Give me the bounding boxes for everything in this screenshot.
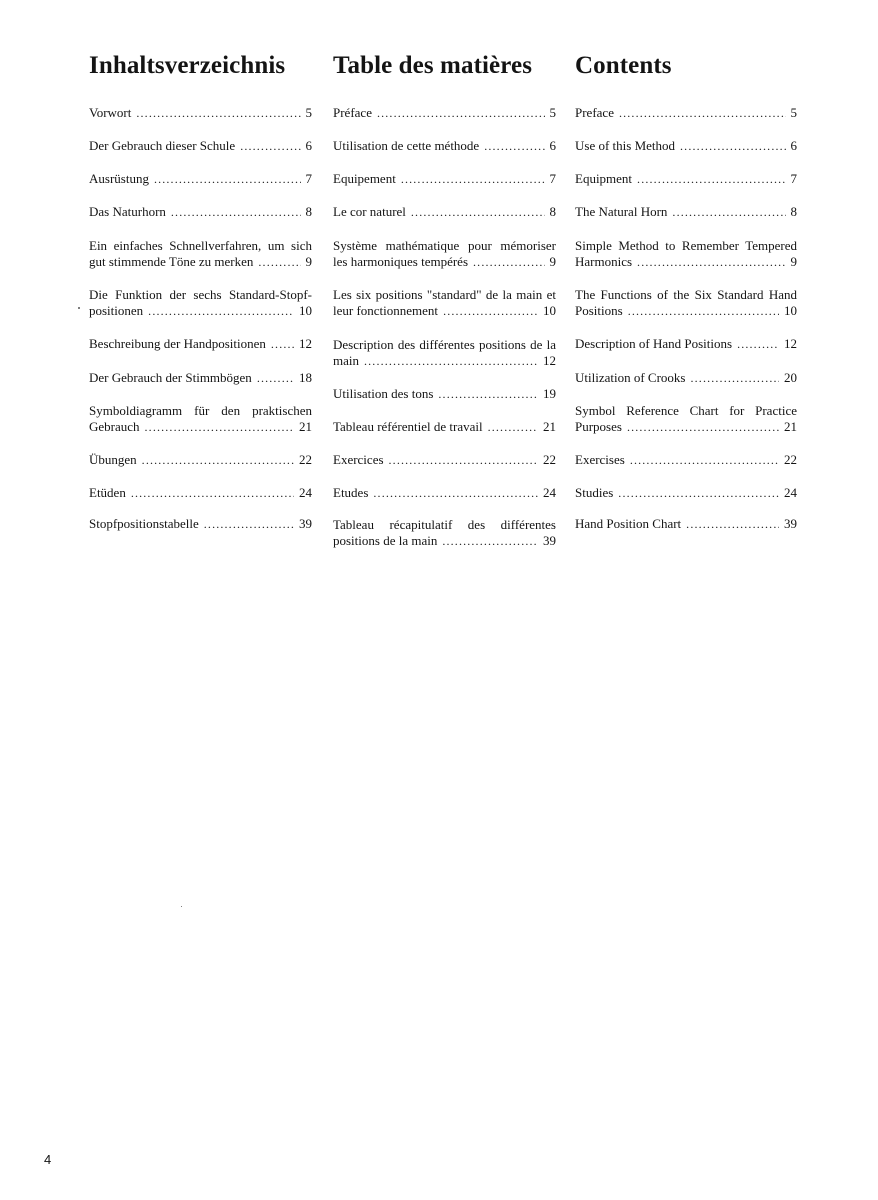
toc-entry-german	[89, 516, 312, 533]
toc-entry-title-line: Symbol Reference Chart for Practice	[575, 402, 797, 418]
toc-entry-english	[575, 403, 797, 436]
toc-entry-page-number: 24	[543, 485, 556, 500]
toc-entry-title: Positions	[575, 303, 623, 318]
toc-entry-title: Hand Position Chart	[575, 516, 682, 531]
toc-entry-leader-line	[333, 171, 556, 188]
toc-entry-german	[89, 105, 312, 122]
toc-entry-german	[89, 485, 312, 502]
toc-entry-title: Das Naturhorn	[89, 204, 166, 219]
toc-entry-english	[575, 336, 797, 353]
toc-entry-title: Le cor naturel	[333, 204, 406, 219]
toc-entry-page-number: 6	[305, 138, 312, 153]
toc-entry-french	[333, 204, 556, 221]
toc-entry-german	[89, 204, 312, 221]
toc-entry-page-number: 12	[543, 353, 556, 368]
toc-entry-title: Der Gebrauch der Stimmbögen	[89, 370, 252, 385]
toc-entry-english	[575, 171, 797, 188]
toc-entry-french	[333, 238, 556, 271]
dot-leader	[257, 370, 294, 387]
toc-entry-page-number: 22	[299, 452, 312, 467]
toc-entry-title: Harmonics	[575, 254, 633, 269]
toc-entry-french	[333, 485, 556, 502]
toc-entry-leader-line	[89, 254, 312, 271]
toc-entry-german	[89, 287, 312, 320]
toc-entry-french	[333, 386, 556, 403]
toc-entry-french	[333, 287, 556, 320]
toc-entry-leader-line	[89, 516, 312, 533]
toc-entry-french	[333, 105, 556, 122]
toc-entry-leader-line	[575, 336, 797, 353]
toc-entry-page-number: 20	[784, 370, 797, 385]
toc-entry-title: Preface	[575, 105, 614, 120]
toc-entry-title: Übungen	[89, 452, 137, 467]
toc-entry-title: Stopfpositionstabelle	[89, 516, 199, 531]
toc-entry-page-number: 8	[305, 204, 312, 219]
toc-entry-title: Exercices	[333, 452, 384, 467]
toc-entry-english	[575, 370, 797, 387]
dot-leader	[442, 533, 538, 550]
toc-entry-page-number: 24	[299, 485, 312, 500]
toc-heading-french: Table des matières	[333, 52, 533, 79]
toc-entry-french	[333, 419, 556, 436]
toc-entry-french	[333, 171, 556, 188]
dot-leader	[672, 204, 785, 221]
dot-leader	[637, 254, 785, 271]
toc-entry-title: Vorwort	[89, 105, 132, 120]
toc-entry-page-number: 39	[299, 516, 312, 531]
toc-entry-title: Utilization of Crooks	[575, 370, 686, 385]
dot-leader	[473, 254, 544, 271]
toc-entry-title: Préface	[333, 105, 372, 120]
toc-entry-german	[89, 370, 312, 387]
toc-entry-page-number: 21	[784, 419, 797, 434]
toc-entry-leader-line	[333, 419, 556, 436]
toc-entry-leader-line	[333, 452, 556, 469]
toc-entry-german	[89, 171, 312, 188]
toc-entry-title: The Natural Horn	[575, 204, 668, 219]
toc-entry-english	[575, 138, 797, 155]
toc-entry-page-number: 8	[790, 204, 797, 219]
toc-entry-leader-line	[575, 171, 797, 188]
toc-entry-english	[575, 204, 797, 221]
toc-entry-french	[333, 517, 556, 550]
toc-entry-leader-line	[575, 485, 797, 502]
toc-entry-title: les harmoniques tempérés	[333, 254, 469, 269]
toc-entry-title: Tableau référentiel de travail	[333, 419, 483, 434]
toc-entry-title: Utilisation de cette méthode	[333, 138, 480, 153]
toc-entry-page-number: 18	[299, 370, 312, 385]
toc-entry-english	[575, 287, 797, 320]
toc-entry-leader-line	[575, 138, 797, 155]
toc-entry-page-number: 6	[790, 138, 797, 153]
toc-entry-english	[575, 105, 797, 122]
toc-entry-page-number: 21	[543, 419, 556, 434]
toc-entry-title: Use of this Method	[575, 138, 676, 153]
toc-entry-title-line: Symboldiagramm für den praktischen	[89, 402, 312, 418]
toc-entry-page-number: 7	[549, 171, 556, 186]
dot-leader	[637, 171, 785, 188]
toc-entry-page-number: 39	[543, 533, 556, 548]
toc-heading-german: Inhaltsverzeichnis	[89, 52, 286, 79]
toc-entry-page-number: 10	[543, 303, 556, 318]
toc-entry-page-number: 5	[549, 105, 556, 120]
toc-entry-title-line: Die Funktion der sechs Standard-Stopf-	[89, 286, 312, 302]
toc-entry-title: Utilisation des tons	[333, 386, 434, 401]
print-speck	[181, 906, 182, 907]
dot-leader	[401, 171, 545, 188]
toc-entry-title-line: Simple Method to Remember Tempered	[575, 237, 797, 253]
toc-entry-leader-line	[575, 419, 797, 436]
toc-entry-english	[575, 485, 797, 502]
toc-entry-title: Beschreibung der Handpositionen	[89, 336, 266, 351]
toc-entry-page-number: 6	[549, 138, 556, 153]
toc-entry-title: main	[333, 353, 359, 368]
toc-entry-leader-line	[333, 138, 556, 155]
dot-leader	[204, 516, 294, 533]
toc-entry-title: leur fonctionnement	[333, 303, 439, 318]
toc-entry-leader-line	[89, 303, 312, 320]
toc-entry-page-number: 12	[299, 336, 312, 351]
toc-entry-leader-line	[89, 336, 312, 353]
dot-leader	[630, 452, 779, 469]
toc-entry-leader-line	[333, 353, 556, 370]
dot-leader	[680, 138, 785, 155]
toc-entry-page-number: 5	[305, 105, 312, 120]
toc-entry-english	[575, 238, 797, 271]
toc-entry-leader-line	[333, 303, 556, 320]
dot-leader	[411, 204, 545, 221]
toc-entry-leader-line	[89, 419, 312, 436]
toc-entry-page-number: 24	[784, 485, 797, 500]
toc-entry-title: Ausrüstung	[89, 171, 149, 186]
toc-entry-title: positionen	[89, 303, 144, 318]
toc-entry-leader-line	[89, 370, 312, 387]
dot-leader	[154, 171, 301, 188]
toc-entry-page-number: 9	[305, 254, 312, 269]
toc-entry-leader-line	[333, 204, 556, 221]
toc-entry-leader-line	[575, 516, 797, 533]
toc-entry-title: Der Gebrauch dieser Schule	[89, 138, 236, 153]
toc-entry-title: Equipment	[575, 171, 633, 186]
dot-leader	[737, 336, 779, 353]
toc-entry-page-number: 39	[784, 516, 797, 531]
toc-entry-page-number: 12	[784, 336, 797, 351]
toc-entry-title-line: Ein einfaches Schnellverfahren, um sich	[89, 237, 312, 253]
toc-entry-title: Etüden	[89, 485, 126, 500]
toc-entry-leader-line	[575, 303, 797, 320]
toc-entry-page-number: 21	[299, 419, 312, 434]
toc-entry-page-number: 9	[549, 254, 556, 269]
dot-leader	[145, 419, 294, 436]
dot-leader	[364, 353, 538, 370]
toc-entry-page-number: 19	[543, 386, 556, 401]
toc-entry-title: Gebrauch	[89, 419, 140, 434]
toc-entry-title: gut stimmende Töne zu merken	[89, 254, 254, 269]
toc-entry-leader-line	[333, 254, 556, 271]
dot-leader	[136, 105, 300, 122]
toc-entry-leader-line	[89, 452, 312, 469]
dot-leader	[258, 254, 300, 271]
toc-entry-leader-line	[89, 105, 312, 122]
page-number: 4	[44, 1152, 52, 1167]
toc-entry-page-number: 22	[784, 452, 797, 467]
toc-entry-leader-line	[575, 452, 797, 469]
toc-entry-page-number: 5	[790, 105, 797, 120]
toc-entry-title: Purposes	[575, 419, 622, 434]
toc-entry-english	[575, 452, 797, 469]
dot-leader	[171, 204, 301, 221]
dot-leader	[389, 452, 538, 469]
dot-leader	[438, 386, 538, 403]
toc-entry-german	[89, 403, 312, 436]
toc-heading-english: Contents	[575, 52, 672, 79]
toc-entry-leader-line	[333, 533, 556, 550]
dot-leader	[240, 138, 300, 155]
dot-leader	[484, 138, 544, 155]
dot-leader	[628, 303, 779, 320]
toc-entry-leader-line	[575, 204, 797, 221]
dot-leader	[627, 419, 779, 436]
toc-entry-title-line: Les six positions "standard" de la main et	[333, 286, 556, 302]
toc-entry-title: Etudes	[333, 485, 369, 500]
print-speck	[78, 307, 80, 309]
toc-entry-title: positions de la main	[333, 533, 438, 548]
toc-entry-french	[333, 337, 556, 370]
dot-leader	[131, 485, 294, 502]
toc-entry-title: Description of Hand Positions	[575, 336, 733, 351]
toc-entry-german	[89, 238, 312, 271]
toc-entry-leader-line	[89, 485, 312, 502]
dot-leader	[148, 303, 294, 320]
dot-leader	[691, 370, 780, 387]
dot-leader	[377, 105, 545, 122]
toc-entry-leader-line	[89, 204, 312, 221]
toc-entry-page-number: 7	[305, 171, 312, 186]
toc-entry-page-number: 7	[790, 171, 797, 186]
toc-entry-leader-line	[575, 254, 797, 271]
toc-entry-leader-line	[333, 105, 556, 122]
toc-entry-page-number: 10	[299, 303, 312, 318]
toc-entry-french	[333, 138, 556, 155]
toc-entry-leader-line	[89, 138, 312, 155]
toc-entry-leader-line	[333, 386, 556, 403]
toc-entry-leader-line	[89, 171, 312, 188]
toc-entry-page-number: 8	[549, 204, 556, 219]
dot-leader	[619, 105, 786, 122]
dot-leader	[142, 452, 294, 469]
toc-entry-leader-line	[575, 370, 797, 387]
dot-leader	[443, 303, 538, 320]
toc-entry-title: Equipement	[333, 171, 396, 186]
toc-entry-title-line: Description des différentes positions de la	[333, 336, 556, 352]
toc-entry-german	[89, 138, 312, 155]
toc-entry-title-line: Tableau récapitulatif des différentes	[333, 516, 556, 532]
toc-entry-german	[89, 336, 312, 353]
toc-entry-title-line: Système mathématique pour mémoriser	[333, 237, 556, 253]
toc-entry-title: Exercises	[575, 452, 625, 467]
dot-leader	[618, 485, 779, 502]
toc-entry-french	[333, 452, 556, 469]
dot-leader	[373, 485, 538, 502]
toc-entry-title-line: The Functions of the Six Standard Hand	[575, 286, 797, 302]
toc-entry-page-number: 22	[543, 452, 556, 467]
dot-leader	[271, 336, 294, 353]
dot-leader	[488, 419, 538, 436]
toc-entry-page-number: 9	[790, 254, 797, 269]
toc-entry-english	[575, 516, 797, 533]
toc-entry-leader-line	[333, 485, 556, 502]
toc-entry-page-number: 10	[784, 303, 797, 318]
toc-entry-german	[89, 452, 312, 469]
toc-entry-title: Studies	[575, 485, 614, 500]
dot-leader	[686, 516, 779, 533]
toc-entry-leader-line	[575, 105, 797, 122]
